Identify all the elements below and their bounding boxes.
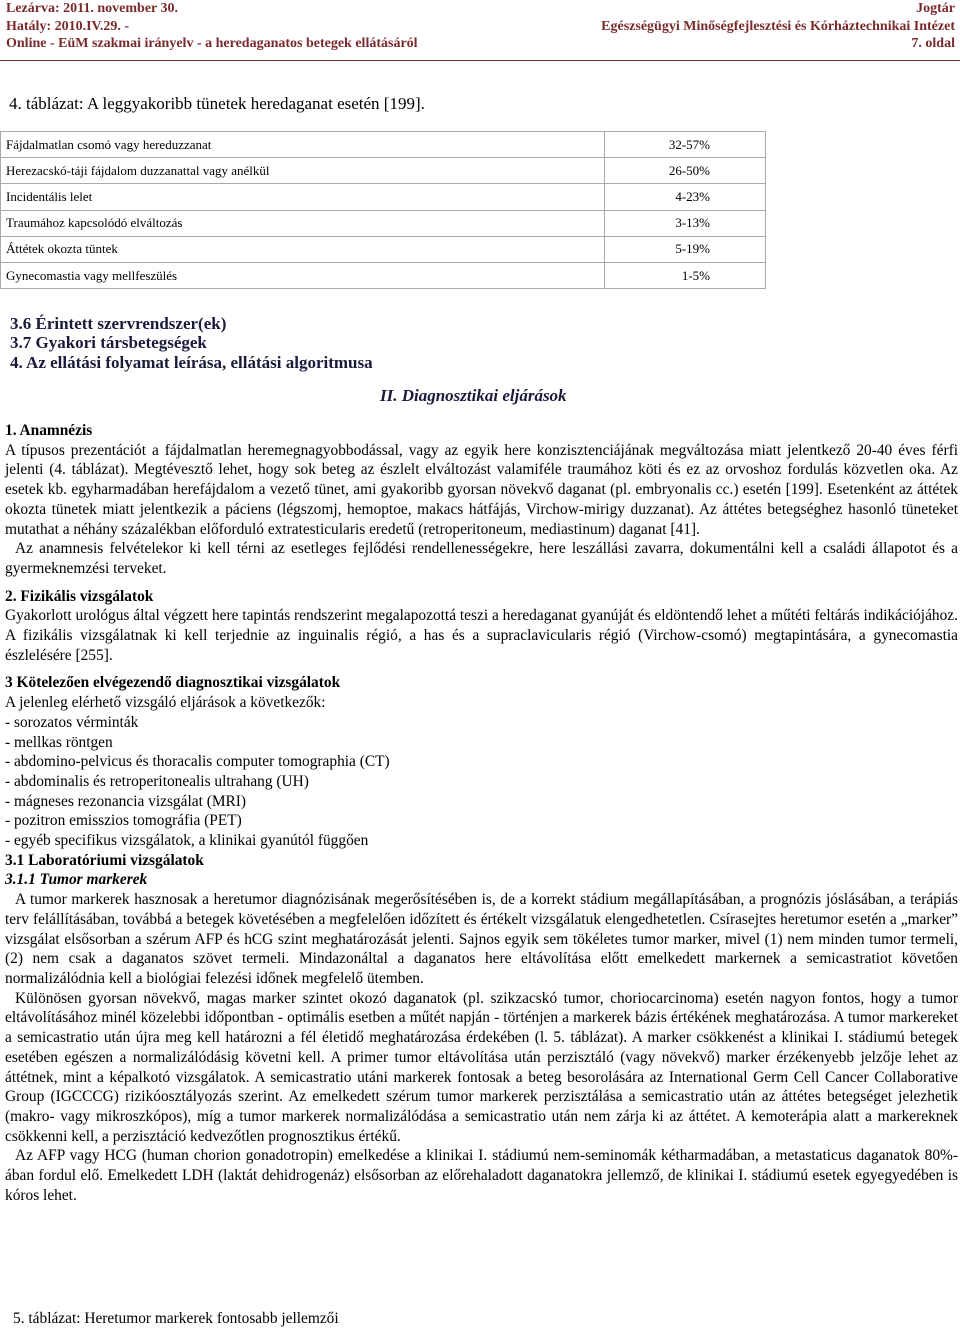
section-heading-3-7: 3.7 Gyakori társbetegségek (10, 333, 207, 352)
anamnesis-paragraph-1: A típusos prezentációt a fájdalmatlan heremegnagyobbodással, vagy az egyik here konzisztenciájának megváltozása miatt jelentkező 20-40 éves férfi jelenti (4. táblázat). Megtévesztő lehet, hogy sok beteg az észlelt elváltozást valamiféle traumához köti és ez az orvoshoz fordulás közvetlen oka. Az esetek kb. egyharmadában herefájdalom a vezető tünet, ami gyakoribb gyorsan növekvő daganat (pl. embryonalis cc.) esetén [199]. Esetenként az áttétek okozta tünetek miatt jelentkezik a páciens (légszomj, hemoptoe, makacs hátfájás, Virchow-mirigy duzzanat). Az áttétes betegséghez hasonló tüneteket mutathat a néhány százalékban előforduló extratesticularis eredetű (retroperitoneum, mediastinum) daganat [41]. (5, 441, 958, 538)
symptoms-table (0, 131, 766, 289)
table-cell-label: Traumához kapcsolódó elváltozás (1, 210, 605, 236)
header-document-title: Online - EüM szakmai irányelv - a heredaganatos betegek ellátásáról (6, 36, 418, 51)
list-item: - abdomino-pelvicus és thoracalis computer tomographia (CT) (5, 753, 390, 771)
list-item: - abdominalis és retroperitonealis ultrahang (UH) (5, 772, 309, 790)
table-cell-label: Gynecomastia vagy mellfeszülés (1, 262, 605, 288)
mandatory-tests-heading: 3 Kötelezően elvégezendő diagnosztikai vizsgálatok (5, 674, 341, 692)
table-row (1, 158, 766, 184)
header-right (601, 0, 955, 53)
table4-caption: 4. táblázat: A leggyakoribb tünetek heredaganat esetén [199]. (9, 94, 425, 113)
list-item: - egyéb specifikus vizsgálatok, a klinikai gyanútól függően (5, 832, 369, 850)
table-row (1, 236, 766, 262)
anamnesis-paragraph-2: Az anamnesis felvételekor ki kell térni az esetleges fejlődési rendellenességekre, here leszállási zavarra, dokumentálni kell a családi állapotot és a gyermeknemzési terveket. (5, 540, 958, 577)
table-cell-value: 3-13% (605, 210, 766, 236)
table-cell-value: 26-50% (605, 158, 766, 184)
header-effective-date: Hatály: 2010.IV.29. - (6, 18, 130, 34)
table-cell-label: Áttétek okozta tüntek (1, 236, 605, 262)
section-heading-3-6: 3.6 Érintett szervrendszer(ek) (10, 314, 227, 333)
physical-exam-heading: 2. Fizikális vizsgálatok (5, 587, 154, 605)
section-heading-4: 4. Az ellátási folyamat leírása, ellátási algoritmusa (10, 353, 373, 372)
table-cell-label: Herezacskó-táji fájdalom duzzanattal vagy anélkül (1, 158, 605, 184)
list-item: - pozitron emisszios tomográfia (PET) (5, 812, 242, 830)
table-cell-value: 4-23% (605, 184, 766, 210)
section-heading-diagnostics: II. Diagnosztikai eljárások (380, 386, 567, 405)
header-left (6, 0, 418, 53)
table-cell-label: Fájdalmatlan csomó vagy hereduzzanat (1, 132, 605, 158)
table-row (1, 184, 766, 210)
list-item: - mellkas röntgen (5, 733, 113, 751)
table5-caption: 5. táblázat: Heretumor markerek fontosabb jellemzői (13, 1310, 339, 1327)
table-row (1, 210, 766, 236)
list-item: - sorozatos vérminták (5, 713, 139, 731)
table-row (1, 262, 766, 288)
table-cell-value: 1-5% (605, 262, 766, 288)
page-header (0, 0, 960, 60)
tumor-markers-heading: 3.1.1 Tumor markerek (5, 871, 148, 889)
table-row (1, 132, 766, 158)
header-institute: Egészségügyi Minőségfejlesztési és Kórháztechnikai Intézet (601, 18, 955, 34)
main-text (5, 421, 958, 1205)
lab-tests-heading: 3.1 Laboratóriumi vizsgálatok (5, 851, 204, 869)
list-item: - mágneses rezonancia vizsgálat (MRI) (5, 792, 247, 810)
mandatory-tests-intro: A jelenleg elérhető vizsgáló eljárások a következők: (5, 694, 326, 712)
physical-exam-paragraph: Gyakorlott urológus által végzett here tapintás rendszerint megalapozottá teszi a heredaganat gyanúját és eldöntendő lehet a műtéti feltárás indikációjához. A fizikális vizsgálatnak ki kell terjednie az inguinalis régió, a has és a supraclavicularis régió (Virchow-csomó) megtapintására, a gynecomastia észlelésére [255]. (5, 607, 958, 664)
table-cell-value: 5-19% (605, 236, 766, 262)
header-brand: Jogtár (916, 1, 955, 16)
header-page-number: 7. oldal (911, 36, 955, 51)
tumor-markers-paragraph-3: Az AFP vagy HCG (human chorion gonadotropin) emelkedése a klinikai I. stádiumú nem-seminomák kétharmadában, a metastaticus daganatok 80%-ában fordul elő. Emelkedett LDH (laktát dehidrogenáz) elsősorban az előrehaladott daganatokra jellemző, de klinikai I. stádiumú esetek egyegyedében is kóros lehet. (5, 1147, 958, 1204)
table-cell-label: Incidentális lelet (1, 184, 605, 210)
anamnesis-heading: 1. Anamnézis (5, 422, 93, 439)
header-divider (0, 60, 960, 61)
table-cell-value: 32-57% (605, 132, 766, 158)
header-closed-date: Lezárva: 2011. november 30. (6, 1, 178, 16)
tumor-markers-paragraph-2: Különösen gyorsan növekvő, magas marker szintet okozó daganatok (pl. szikzacskó tumor, choriocarcinoma) esetén nagyon fontos, hogy a tumor eltávolításához minél közelebbi időpontban - optimális esetben a műtét napján - történjen a markerek bázis értékének meghatározása. A tumor markereket a semicastratio után újra meg kell határozni a fél életidő meghatározása érdekében (l. 5. táblázat). A marker csökkenést a klinikai I. stádiumú betegek esetében egészen a normalizálódásig követni kell. A primer tumor eltávolítása után perzisztáló (vagy növekvő) marker érzékenyebb jelzője lehet az áttétnek, mint a képalkotó vizsgálatok. A semicastratio utáni markerek fontosak a beteg besorolására az International Germ Cell Cancer Collaborative Group (IGCCCG) rizikóosztályozás szerint. Az emelkedett szérum tumor markerek perzisztálása a semicastratio után az áttétes betegséget jelezhetik (makro- vagy mikroszkópos), míg a tumor markerek normalizálódása a semicastratio után nem zárja ki az áttétet. A kemoterápia alatt a markereknek csökkenni kell, a perzisztáció kedvezőtlen prognosztikus értékű. (5, 989, 958, 1145)
tumor-markers-paragraph-1: A tumor markerek hasznosak a heretumor diagnózisának megerősítésében is, de a korrekt stádium megállapításában, a prognózis jóslásában, a terápiás terv felállításában, továbbá a betegek követésében a megfelelően időzített és értékelt vizsgálatuk elengedhetetlen. Csírasejtes heretumor esetén a „marker” vizsgálat elsősorban a szérum AFP és hCG szint meghatározását jelenti. Sajnos egyik sem tökéletes tumor marker, mivel (1) nem minden tumor termeli, (2) nem csak a daganatos szövet termeli. Mindazonáltal a daganatos here eltávolítása előtt emelkedett markernek a semicastratiot követően normalizálódnia kell a biológiai felezési időnek megfelelő ütemben. (5, 891, 958, 987)
